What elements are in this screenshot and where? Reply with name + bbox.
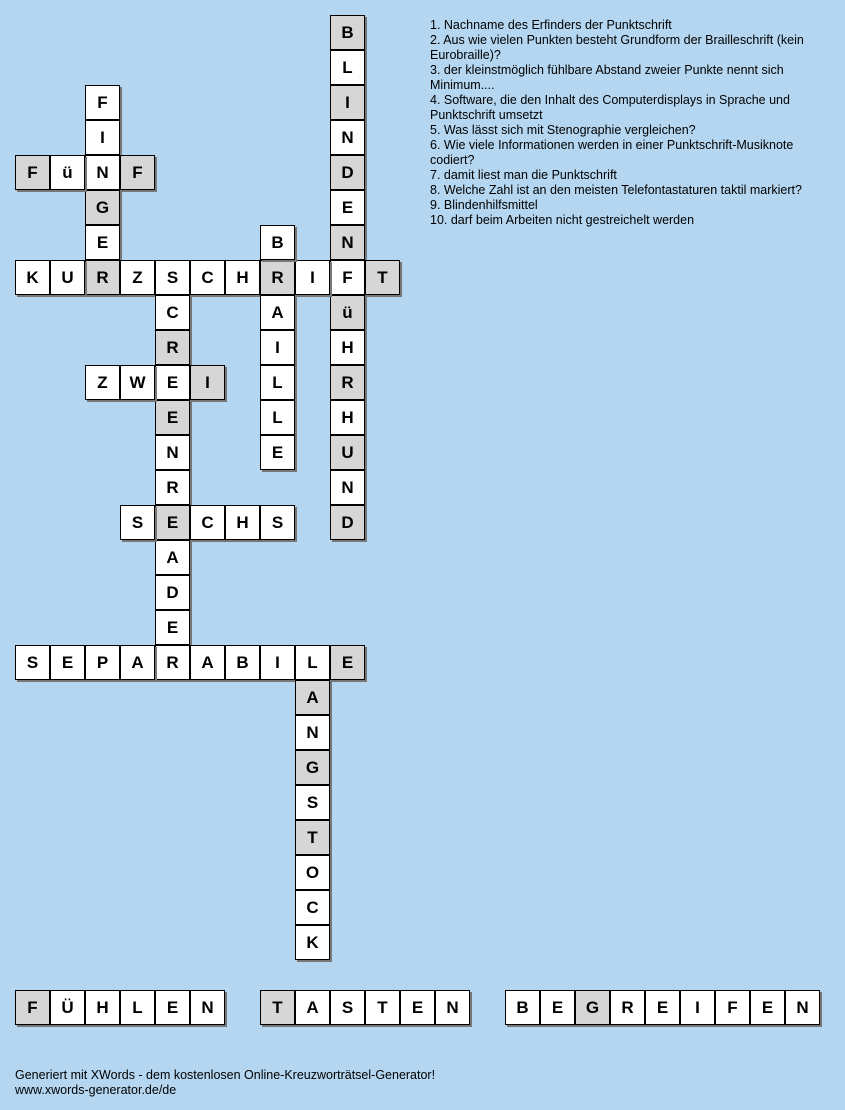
- grid-cell[interactable]: R: [610, 990, 645, 1025]
- grid-cell[interactable]: C: [295, 890, 330, 925]
- grid-cell[interactable]: E: [155, 505, 190, 540]
- grid-cell[interactable]: R: [155, 470, 190, 505]
- grid-cell[interactable]: H: [225, 260, 260, 295]
- grid-cell[interactable]: F: [330, 260, 365, 295]
- grid-cell[interactable]: N: [785, 990, 820, 1025]
- grid-cell[interactable]: C: [190, 260, 225, 295]
- grid-cell[interactable]: A: [295, 680, 330, 715]
- grid-cell[interactable]: B: [505, 990, 540, 1025]
- grid-cell[interactable]: K: [15, 260, 50, 295]
- grid-cell[interactable]: Z: [120, 260, 155, 295]
- grid-cell[interactable]: G: [85, 190, 120, 225]
- grid-cell[interactable]: T: [295, 820, 330, 855]
- grid-cell[interactable]: N: [330, 470, 365, 505]
- grid-cell[interactable]: N: [330, 120, 365, 155]
- clue-item: 8. Welche Zahl ist an den meisten Telefontastaturen taktil markiert?: [430, 183, 802, 197]
- grid-cell[interactable]: B: [260, 225, 295, 260]
- grid-cell[interactable]: E: [155, 990, 190, 1025]
- grid-cell[interactable]: ü: [50, 155, 85, 190]
- grid-cell[interactable]: D: [155, 575, 190, 610]
- grid-cell[interactable]: E: [645, 990, 680, 1025]
- grid-cell[interactable]: I: [85, 120, 120, 155]
- grid-cell[interactable]: F: [120, 155, 155, 190]
- grid-cell[interactable]: W: [120, 365, 155, 400]
- grid-cell[interactable]: H: [330, 400, 365, 435]
- grid-cell[interactable]: O: [295, 855, 330, 890]
- grid-cell[interactable]: P: [85, 645, 120, 680]
- grid-cell[interactable]: N: [435, 990, 470, 1025]
- grid-cell[interactable]: I: [330, 85, 365, 120]
- grid-cell[interactable]: E: [540, 990, 575, 1025]
- grid-cell[interactable]: N: [295, 715, 330, 750]
- grid-cell[interactable]: N: [155, 435, 190, 470]
- grid-cell[interactable]: E: [400, 990, 435, 1025]
- grid-cell[interactable]: I: [260, 645, 295, 680]
- grid-cell[interactable]: C: [190, 505, 225, 540]
- grid-cell[interactable]: U: [50, 260, 85, 295]
- grid-cell[interactable]: A: [120, 645, 155, 680]
- grid-cell[interactable]: R: [155, 645, 190, 680]
- grid-cell[interactable]: E: [750, 990, 785, 1025]
- grid-cell[interactable]: N: [85, 155, 120, 190]
- grid-cell[interactable]: U: [330, 435, 365, 470]
- grid-cell[interactable]: N: [330, 225, 365, 260]
- clue-item: 9. Blindenhilfsmittel: [430, 198, 538, 212]
- clue-item: 3. der kleinstmöglich fühlbare Abstand zweier Punkte nennt sich Minimum....: [430, 63, 784, 92]
- grid-cell[interactable]: A: [190, 645, 225, 680]
- grid-cell[interactable]: B: [330, 15, 365, 50]
- grid-cell[interactable]: D: [330, 155, 365, 190]
- clue-item: 7. damit liest man die Punktschrift: [430, 168, 617, 182]
- clue-item: 2. Aus wie vielen Punkten besteht Grundform der Brailleschrift (kein Eurobraille)?: [430, 33, 804, 62]
- grid-cell[interactable]: R: [330, 365, 365, 400]
- grid-cell[interactable]: F: [715, 990, 750, 1025]
- grid-cell[interactable]: H: [330, 330, 365, 365]
- grid-cell[interactable]: L: [260, 400, 295, 435]
- grid-cell[interactable]: I: [260, 330, 295, 365]
- grid-cell[interactable]: B: [225, 645, 260, 680]
- grid-cell[interactable]: F: [15, 155, 50, 190]
- grid-cell[interactable]: A: [295, 990, 330, 1025]
- grid-cell[interactable]: L: [330, 50, 365, 85]
- grid-cell[interactable]: L: [295, 645, 330, 680]
- clue-item: 5. Was lässt sich mit Stenographie vergleichen?: [430, 123, 696, 137]
- grid-cell[interactable]: S: [330, 990, 365, 1025]
- grid-cell[interactable]: S: [155, 260, 190, 295]
- grid-cell[interactable]: E: [155, 400, 190, 435]
- grid-cell[interactable]: I: [295, 260, 330, 295]
- grid-cell[interactable]: D: [330, 505, 365, 540]
- footer: [15, 1068, 435, 1098]
- grid-cell[interactable]: E: [330, 645, 365, 680]
- grid-cell[interactable]: E: [155, 365, 190, 400]
- grid-cell[interactable]: F: [15, 990, 50, 1025]
- grid-cell[interactable]: G: [575, 990, 610, 1025]
- grid-cell[interactable]: ü: [330, 295, 365, 330]
- grid-cell[interactable]: C: [155, 295, 190, 330]
- clue-item: 6. Wie viele Informationen werden in einer Punktschrift-Musiknote codiert?: [430, 138, 794, 167]
- grid-cell[interactable]: E: [260, 435, 295, 470]
- grid-cell[interactable]: I: [190, 365, 225, 400]
- grid-cell[interactable]: S: [295, 785, 330, 820]
- clue-item: 10. darf beim Arbeiten nicht gestreichelt werden: [430, 213, 695, 227]
- grid-cell[interactable]: L: [260, 365, 295, 400]
- grid-cell[interactable]: E: [85, 225, 120, 260]
- clue-list: [430, 18, 840, 228]
- grid-cell[interactable]: R: [85, 260, 120, 295]
- grid-cell[interactable]: T: [365, 260, 400, 295]
- grid-cell[interactable]: T: [260, 990, 295, 1025]
- grid-cell[interactable]: S: [260, 505, 295, 540]
- grid-cell[interactable]: H: [225, 505, 260, 540]
- grid-cell[interactable]: A: [260, 295, 295, 330]
- grid-cell[interactable]: R: [260, 260, 295, 295]
- grid-cell[interactable]: I: [680, 990, 715, 1025]
- grid-cell[interactable]: E: [330, 190, 365, 225]
- grid-cell[interactable]: K: [295, 925, 330, 960]
- grid-cell[interactable]: H: [85, 990, 120, 1025]
- grid-cell[interactable]: R: [155, 330, 190, 365]
- grid-cell[interactable]: L: [120, 990, 155, 1025]
- clue-item: 1. Nachname des Erfinders der Punktschrift: [430, 18, 672, 32]
- grid-cell[interactable]: T: [365, 990, 400, 1025]
- grid-cell[interactable]: A: [155, 540, 190, 575]
- grid-cell[interactable]: E: [155, 610, 190, 645]
- grid-cell[interactable]: S: [15, 645, 50, 680]
- grid-cell[interactable]: G: [295, 750, 330, 785]
- grid-cell[interactable]: Ü: [50, 990, 85, 1025]
- grid-cell[interactable]: S: [120, 505, 155, 540]
- grid-cell[interactable]: E: [50, 645, 85, 680]
- grid-cell[interactable]: F: [85, 85, 120, 120]
- clue-item: 4. Software, die den Inhalt des Computerdisplays in Sprache und Punktschrift umsetzt: [430, 93, 790, 122]
- footer-credit: Generiert mit XWords - dem kostenlosen Online-Kreuzworträtsel-Generator!: [15, 1068, 436, 1082]
- grid-cell[interactable]: N: [190, 990, 225, 1025]
- grid-cell[interactable]: Z: [85, 365, 120, 400]
- footer-url[interactable]: www.xwords-generator.de/de: [15, 1083, 177, 1097]
